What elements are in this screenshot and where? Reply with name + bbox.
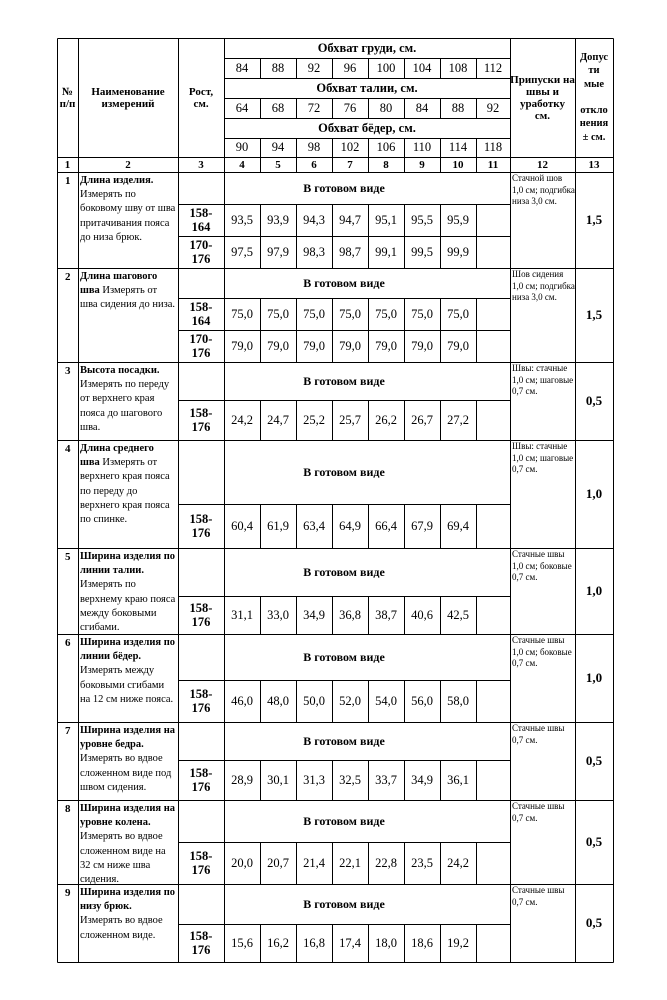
measurement-value: 36,8 [339,607,361,622]
measurement-description [78,442,176,527]
tolerance-value: 1,5 [585,307,603,322]
measurement-value: 79,0 [375,338,397,353]
chest-size-4: 100 [376,60,396,75]
hip-size-4: 106 [376,140,396,154]
hip-size-5: 110 [412,140,432,154]
header-waist-title: Обхват талии, см. [316,80,418,95]
measurement-value: 94,3 [303,212,325,227]
ready-view-label: В готовом виде [303,275,385,290]
waist-size-3: 76 [343,100,357,115]
measurement-title: Высота посадки. [80,365,160,376]
measurement-value: 21,4 [303,855,325,870]
header-allowance: Припуски на швы и уработку см. [510,73,575,122]
measurement-value: 99,1 [375,244,397,259]
measurement-value: 52,0 [339,693,361,708]
measurement-value: 94,7 [339,212,361,227]
measurement-value: 95,9 [447,212,469,227]
measurement-value: 69,4 [447,518,469,533]
measurement-title: Длина среднего шва [80,443,154,469]
measurement-value: 79,0 [447,338,469,353]
measurement-value [476,504,510,548]
seam-allowance: Швы: стачные 1,0 см; шаговые 0,7 см. [512,363,574,396]
tolerance-value: 0,5 [585,834,603,849]
measurement-value: 16,8 [303,935,325,950]
column-number-5: 5 [275,158,281,171]
measurement-value: 22,8 [375,855,397,870]
measurement-value: 27,2 [447,412,469,427]
measurement-value: 26,7 [411,412,433,427]
height-range: 158- 176 [189,406,213,434]
measurement-value [476,596,510,634]
measurement-value: 50,0 [303,693,325,708]
hip-size-2: 98 [307,140,321,154]
hip-size-3: 102 [340,140,360,154]
measurement-value: 23,5 [411,855,433,870]
column-number-13: 13 [588,158,600,171]
measurement-value: 79,0 [339,338,361,353]
measurement-value: 18,0 [375,935,397,950]
row-number: 5 [65,551,71,563]
measurement-title: Длина шагового шва [80,271,158,297]
measurement-title: Ширина изделия на уровне бедра. [80,725,175,751]
measurement-value: 64,9 [339,518,361,533]
measurement-value [476,298,510,330]
waist-size-5: 84 [415,100,429,115]
column-number-4: 4 [239,158,245,171]
measurement-value: 75,0 [231,306,253,321]
hip-size-6: 114 [448,140,468,154]
measurement-value: 33,7 [375,772,397,787]
column-number-3: 3 [198,158,204,171]
ready-view-label: В готовом виде [303,180,385,195]
measurement-value: 31,3 [303,772,325,787]
measurement-title: Ширина изделия по линии талии. [80,551,175,577]
measurement-value: 98,3 [303,244,325,259]
measurement-value: 97,9 [267,244,289,259]
seam-allowance: Стачные швы 0,7 см. [512,801,565,823]
measurement-value: 24,2 [231,412,253,427]
chest-size-3: 96 [343,60,357,75]
tolerance-value: 1,0 [585,486,603,501]
header-height: Рост, см. [188,85,214,110]
measurement-value: 24,2 [447,855,469,870]
waist-size-1: 68 [271,100,285,115]
measurement-description [78,886,176,943]
measurement-value: 20,0 [231,855,253,870]
measurement-value [476,236,510,268]
measurement-instructions: Измерять по боковому шву от шва притачивания пояса до низа брюк. [80,189,176,243]
measurement-value: 79,0 [231,338,253,353]
measurement-value: 18,6 [411,935,433,950]
ready-view-label: В готовом виде [303,373,385,388]
seam-allowance: Стачные швы 1,0 см; боковые 0,7 см. [512,635,572,668]
measurement-value: 36,1 [447,772,469,787]
measurement-value [476,924,510,962]
measurement-value: 34,9 [411,772,433,787]
measurement-value: 75,0 [375,306,397,321]
tolerance-value: 0,5 [585,753,603,768]
height-range: 158- 176 [189,601,213,629]
measurement-value: 33,0 [267,607,289,622]
chest-size-2: 92 [307,60,321,75]
measurement-value: 40,6 [411,607,433,622]
column-number-11: 11 [487,158,499,171]
measurement-description [78,364,176,435]
measurement-instructions: Измерять во вдвое сложенном виде на 32 см ниже шва сидения. [80,831,166,886]
row-number: 7 [65,725,71,737]
measurement-description [78,270,176,313]
chest-size-7: 112 [483,60,503,75]
header-number: № п/п [59,85,76,110]
ready-view-label: В готовом виде [303,733,385,748]
measurement-value: 75,0 [267,306,289,321]
measurement-value: 25,7 [339,412,361,427]
measurement-value: 56,0 [411,693,433,708]
ready-view-label: В готовом виде [303,564,385,579]
row-number: 8 [65,803,71,815]
measurement-value [476,330,510,362]
tolerance-value: 1,0 [585,670,603,685]
tolerance-value: 1,5 [585,212,603,227]
chest-size-0: 84 [235,60,249,75]
measurement-value: 16,2 [267,935,289,950]
height-range: 158- 164 [189,206,213,234]
measurement-value: 95,5 [411,212,433,227]
chest-size-6: 108 [448,60,468,75]
header-tolerance: Допус ти мые откло нения ± см. [579,52,609,143]
height-range: 158- 176 [189,849,213,877]
measurement-value [476,400,510,440]
height-range: 170- 176 [189,238,213,266]
measurement-value: 54,0 [375,693,397,708]
column-number-2: 2 [125,158,131,171]
measurement-instructions: Измерять от шва сидения до низа. [80,285,176,311]
height-range: 158- 176 [189,687,213,715]
measurement-value: 17,4 [339,935,361,950]
measurement-value: 75,0 [339,306,361,321]
column-number-10: 10 [452,158,464,171]
measurement-instructions: Измерять по верхнему краю пояса между боковыми сгибами. [80,579,176,634]
measurement-value: 32,5 [339,772,361,787]
measurement-title: Длина изделия. [80,175,154,186]
measurement-instructions: Измерять от верхнего края пояса по переду до верхнего края пояса по спинке. [80,457,170,526]
height-range: 158- 176 [189,766,213,794]
height-range: 158- 164 [189,300,213,328]
seam-allowance: Шов сидения 1,0 см; подгибка низа 3,0 см. [512,269,575,302]
measurement-value: 99,9 [447,244,469,259]
waist-size-2: 72 [307,100,321,115]
header-chest-title: Обхват груди, см. [317,40,417,55]
ready-view-label: В готовом виде [303,813,385,828]
tolerance-value: 1,0 [585,583,603,598]
header-hip-title: Обхват бёдер, см. [318,120,416,135]
measurement-value: 67,9 [411,518,433,533]
measurement-value [476,842,510,884]
waist-size-7: 92 [486,100,500,115]
measurement-value: 99,5 [411,244,433,259]
ready-view-label: В готовом виде [303,649,385,664]
measurement-value: 31,1 [231,607,253,622]
measurement-value: 58,0 [447,693,469,708]
measurement-value: 75,0 [303,306,325,321]
measurement-value: 26,2 [375,412,397,427]
measurement-value: 28,9 [231,772,253,787]
hip-size-7: 118 [483,140,503,154]
waist-size-0: 64 [235,100,249,115]
seam-allowance: Стачные швы 0,7 см. [512,885,565,907]
measurement-value: 79,0 [411,338,433,353]
waist-size-4: 80 [379,100,393,115]
measurement-value: 97,5 [231,244,253,259]
seam-allowance: Швы: стачные 1,0 см; шаговые 0,7 см. [512,441,574,474]
column-number-6: 6 [311,158,317,171]
column-number-9: 9 [419,158,425,171]
measurement-value: 34,9 [303,607,325,622]
measurement-value: 66,4 [375,518,397,533]
row-number: 1 [65,175,71,187]
measurement-instructions: Измерять во вдвое сложенном виде под швом сидения. [80,753,172,793]
measurement-description [78,550,176,635]
measurement-description [78,724,176,795]
height-range: 158- 176 [189,929,213,957]
chest-size-5: 104 [412,60,432,75]
seam-allowance: Стачные швы 1,0 см; боковые 0,7 см. [512,549,572,582]
row-number: 4 [65,443,71,455]
row-number: 2 [65,271,71,283]
measurement-description [78,174,176,245]
measurement-value: 98,7 [339,244,361,259]
measurement-description [78,636,176,707]
measurement-value [476,680,510,722]
measurement-value: 75,0 [447,306,469,321]
measurement-value: 19,2 [447,935,469,950]
hip-size-0: 90 [235,140,249,154]
measurement-value: 38,7 [375,607,397,622]
measurement-value: 25,2 [303,412,325,427]
measurement-value: 48,0 [267,693,289,708]
column-number-7: 7 [347,158,353,171]
measurement-value: 60,4 [231,518,253,533]
measurement-value: 61,9 [267,518,289,533]
measurement-value: 22,1 [339,855,361,870]
measurement-value: 46,0 [231,693,253,708]
measurement-value: 24,7 [267,412,289,427]
row-number: 6 [65,637,71,649]
measurement-value [476,204,510,236]
chest-size-1: 88 [271,60,285,75]
height-range: 158- 176 [189,512,213,540]
measurement-value: 95,1 [375,212,397,227]
measurement-title: Ширина изделия по низу брюк. [80,887,175,913]
height-range: 170- 176 [189,332,213,360]
measurement-title: Ширина изделия на уровне колена. [80,803,175,829]
measurement-instructions: Измерять между боковыми сгибами на 12 см ниже пояса. [80,665,174,705]
measurement-title: Ширина изделия по линии бёдер. [80,637,175,663]
tolerance-value: 0,5 [585,915,603,930]
measurement-value: 30,1 [267,772,289,787]
ready-view-label: В готовом виде [303,896,385,911]
measurement-value: 79,0 [303,338,325,353]
measurement-value: 42,5 [447,607,469,622]
header-measurement-name: Наименование измерений [91,85,165,110]
column-number-1: 1 [64,158,71,171]
column-number-8: 8 [383,158,389,171]
measurement-value: 20,7 [267,855,289,870]
seam-allowance: Стачные швы 0,7 см. [512,723,565,745]
measurement-value: 75,0 [411,306,433,321]
measurement-value: 63,4 [303,518,325,533]
measurement-value [476,760,510,800]
row-number: 3 [65,365,71,377]
waist-size-6: 88 [451,100,465,115]
column-number-12: 12 [537,158,548,171]
measurement-value: 93,9 [267,212,289,227]
measurement-description [78,802,176,887]
hip-size-1: 94 [271,140,285,154]
ready-view-label: В готовом виде [303,464,385,479]
measurement-instructions: Измерять во вдвое сложенном виде. [80,915,163,941]
row-number: 9 [65,887,71,899]
measurement-instructions: Измерять по переду от верхнего края пояса до шагового шва. [80,379,170,433]
measurement-value: 79,0 [267,338,289,353]
measurement-value: 15,6 [231,935,253,950]
seam-allowance: Стачной шов 1,0 см; подгибка низа 3,0 см. [512,173,575,206]
measurement-value: 93,5 [231,212,253,227]
tolerance-value: 0,5 [585,393,603,408]
